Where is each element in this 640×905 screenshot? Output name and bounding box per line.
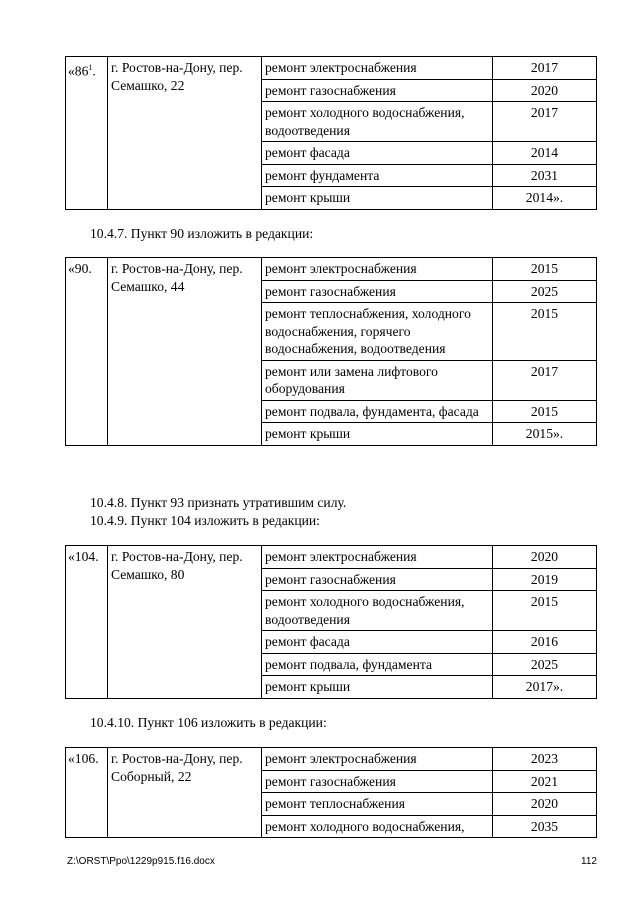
- table-row: [66, 748, 597, 771]
- work-cell: ремонт газоснабжения: [262, 770, 493, 793]
- year-cell: 2025: [493, 280, 597, 303]
- year-cell: 2015: [493, 591, 597, 631]
- entry-table-104: [65, 545, 597, 699]
- work-cell: ремонт холодного водоснабжения, водоотведения: [262, 591, 493, 631]
- paragraph-10-4-8: 10.4.8. Пункт 93 признать утратившим силу.: [90, 495, 347, 510]
- year-cell: 2015: [493, 400, 597, 423]
- paragraph-10-4-7: 10.4.7. Пункт 90 изложить в редакции:: [90, 226, 314, 241]
- work-cell: ремонт крыши: [262, 676, 493, 699]
- year-cell: 2014: [493, 142, 597, 165]
- year-cell: 2017: [493, 102, 597, 142]
- year-cell: 2017: [493, 360, 597, 400]
- entry-table-90: [65, 257, 597, 446]
- table-row: [66, 258, 597, 281]
- year-cell: 2017».: [493, 676, 597, 699]
- address-cell: г. Ростов-на-Дону, пер. Семашко, 22: [108, 57, 262, 210]
- paragraph-10-4-10: 10.4.10. Пункт 106 изложить в редакции:: [90, 715, 327, 730]
- table-row: [66, 57, 597, 80]
- entry-table-86-1: [65, 56, 597, 210]
- year-cell: 2023: [493, 748, 597, 771]
- work-cell: ремонт фасада: [262, 631, 493, 654]
- item-number: «104.: [66, 546, 108, 699]
- work-cell: ремонт фасада: [262, 142, 493, 165]
- item-number: «$86^1$.: [66, 57, 108, 210]
- year-cell: 2020: [493, 546, 597, 569]
- year-cell: 2019: [493, 568, 597, 591]
- work-cell: ремонт холодного водоснабжения,: [262, 815, 493, 838]
- work-cell: ремонт газоснабжения: [262, 79, 493, 102]
- year-cell: 2014».: [493, 187, 597, 210]
- work-cell: ремонт теплоснабжения: [262, 793, 493, 816]
- year-cell: 2015».: [493, 423, 597, 446]
- page-number: 112: [581, 856, 597, 867]
- work-cell: ремонт электроснабжения: [262, 546, 493, 569]
- year-cell: 2025: [493, 653, 597, 676]
- page-footer: [67, 856, 597, 867]
- table-row: [66, 546, 597, 569]
- work-cell: ремонт теплоснабжения, холодного водоснабжения, горячего водоснабжения, водоотведения: [262, 303, 493, 361]
- item-number: «106.: [66, 748, 108, 838]
- year-cell: 2021: [493, 770, 597, 793]
- work-cell: ремонт подвала, фундамента: [262, 653, 493, 676]
- entry-table-106: [65, 747, 597, 838]
- work-cell: ремонт холодного водоснабжения, водоотведения: [262, 102, 493, 142]
- work-cell: ремонт газоснабжения: [262, 280, 493, 303]
- work-cell: ремонт электроснабжения: [262, 57, 493, 80]
- work-cell: ремонт крыши: [262, 187, 493, 210]
- year-cell: 2015: [493, 258, 597, 281]
- address-cell: г. Ростов-на-Дону, пер. Семашко, 80: [108, 546, 262, 699]
- work-cell: ремонт подвала, фундамента, фасада: [262, 400, 493, 423]
- work-cell: ремонт электроснабжения: [262, 258, 493, 281]
- work-cell: ремонт крыши: [262, 423, 493, 446]
- year-cell: 2015: [493, 303, 597, 361]
- work-cell: ремонт электроснабжения: [262, 748, 493, 771]
- year-cell: 2020: [493, 79, 597, 102]
- year-cell: 2020: [493, 793, 597, 816]
- work-cell: ремонт фундамента: [262, 164, 493, 187]
- paragraph-10-4-9: 10.4.9. Пункт 104 изложить в редакции:: [90, 513, 320, 528]
- year-cell: 2035: [493, 815, 597, 838]
- work-cell: ремонт газоснабжения: [262, 568, 493, 591]
- address-cell: г. Ростов-на-Дону, пер. Семашко, 44: [108, 258, 262, 446]
- year-cell: 2017: [493, 57, 597, 80]
- item-number: «90.: [66, 258, 108, 446]
- address-cell: г. Ростов-на-Дону, пер. Соборный, 22: [108, 748, 262, 838]
- file-path: Z:\ORST\Ppo\1229p915.f16.docx: [67, 856, 215, 867]
- work-cell: ремонт или замена лифтового оборудования: [262, 360, 493, 400]
- year-cell: 2031: [493, 164, 597, 187]
- year-cell: 2016: [493, 631, 597, 654]
